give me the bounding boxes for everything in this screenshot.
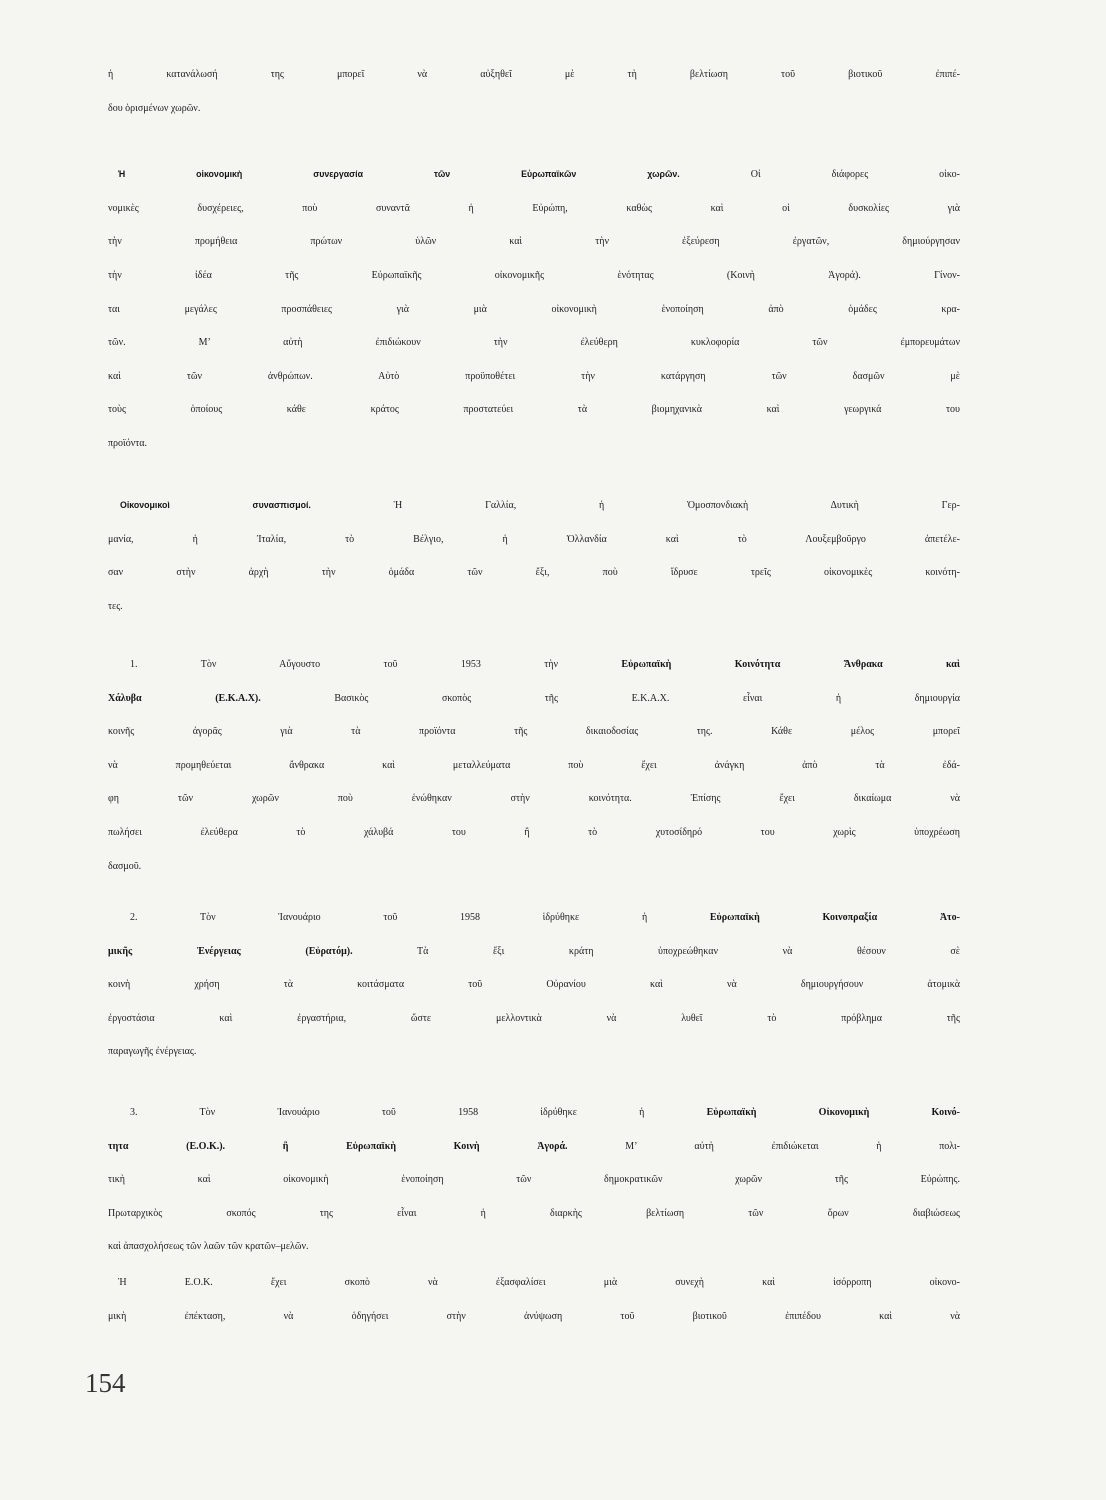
text-run: μικὴ ἐπέκταση, νὰ ὁδηγήσει στὴν ἀνύψωση τοῦ βιοτικοῦ ἐπιπέδου καὶ νὰ: [108, 1310, 960, 1322]
text-run: Μ’ αὐτὴ ἐπιδιώκεται ἡ πολι-: [567, 1140, 960, 1152]
text-line: [108, 58, 960, 92]
text-line: [108, 648, 960, 682]
bold-term: Εὐρωπαϊκὴ Κοινότητα Ἄνθρακα καὶ: [621, 659, 960, 671]
bold-term: Εὐρωπαϊκὴ Κοινοπραξία Ἀτο-: [709, 912, 961, 924]
text-run: νὰ προμηθεύεται ἄνθρακα καὶ μεταλλεύματα ποὺ ἔχει ἀνάγκη ἀπὸ τὰ ἐδά-: [108, 759, 960, 771]
text-line: [108, 1197, 960, 1231]
text-run: Πρωταρχικὸς σκοπός της εἶναι ἡ διαρκὴς βελτίωση τῶν ὅρων διαβιώσεως: [108, 1207, 960, 1219]
text-line: [108, 158, 960, 192]
text-line: [108, 1266, 960, 1300]
text-line: [108, 1002, 960, 1036]
text-run: δου ὁρισμένων χωρῶν.: [108, 102, 201, 114]
text-run: κοινῆς ἀγορᾶς γιὰ τὰ προϊόντα τῆς δικαιοδοσίας της. Κάθε μέλος μπορεῖ: [108, 726, 960, 738]
text-line: [108, 1300, 960, 1334]
text-line: [108, 1163, 960, 1197]
text-run: τὴν ἰδέα τῆς Εὐρωπαϊκῆς οἰκονομικῆς ἑνότητας (Κοινὴ Ἀγορά). Γίνον-: [108, 269, 960, 281]
paragraph: [108, 648, 960, 883]
text-line: [108, 1035, 960, 1069]
section-heading: Ἡ οἰκονομικὴ συνεργασία τῶν Εὐρωπαϊκῶν χωρῶν.: [118, 169, 680, 180]
paragraph: [108, 158, 960, 460]
text-run: μανία, ἡ Ἰταλία, τὸ Βέλγιο, ἡ Ὀλλανδία καὶ τὸ Λουξεμβοῦργο ἀπετέλε-: [108, 533, 960, 545]
text-line: [108, 816, 960, 850]
text-run: Ἡ Ε.Ο.Κ. ἔχει σκοπὸ νὰ ἐξασφαλίσει μιὰ συνεχὴ καὶ ἰσόρροπη οἰκονο-: [118, 1276, 960, 1288]
bold-term: τητα (Ε.Ο.Κ.). ἢ Εὐρωπαϊκὴ Κοινὴ Ἀγορά.: [108, 1140, 568, 1152]
text-line: [108, 850, 960, 884]
text-run: Τὰ ἔξι κράτη ὑποχρεώθηκαν νὰ θέσουν σὲ: [352, 945, 960, 957]
text-line: [108, 360, 960, 394]
text-run: 1. Τὸν Αὔγουστο τοῦ 1953 τὴν: [130, 659, 622, 671]
text-line: [108, 935, 960, 969]
text-run: καὶ ἀπασχολήσεως τῶν λαῶν τῶν κρατῶν–μελῶν.: [108, 1241, 309, 1253]
bold-term: μικῆς Ἐνέργειας (Εὐρατόμ).: [108, 945, 353, 957]
text-line: [108, 590, 960, 624]
text-run: τικὴ καὶ οἰκονομικὴ ἑνοποίηση τῶν δημοκρατικῶν χωρῶν τῆς Εὐρώπης.: [108, 1174, 960, 1186]
text-line: [108, 259, 960, 293]
text-run: κοινὴ χρήση τὰ κοιτάσματα τοῦ Οὐρανίου καὶ νὰ δημιουργήσουν ἀτομικὰ: [108, 979, 960, 991]
text-line: [108, 556, 960, 590]
bold-term: Εὐρωπαϊκὴ Οἰκονομικὴ Κοινό-: [706, 1107, 960, 1119]
paragraph: [108, 901, 960, 1069]
text-line: [108, 682, 960, 716]
text-run: ται μεγάλες προσπάθειες γιὰ μιὰ οἰκονομικὴ ἑνοποίηση ἀπὸ ὁμάδες κρα-: [108, 303, 960, 315]
text-line: [108, 749, 960, 783]
text-line: [108, 1230, 960, 1264]
body-text: [108, 58, 960, 1333]
text-line: [108, 1096, 960, 1130]
text-line: [108, 968, 960, 1002]
text-run: 2. Τὸν Ἰανουάριο τοῦ 1958 ἱδρύθηκε ἡ: [130, 912, 710, 924]
paragraph: [108, 489, 960, 623]
text-run: παραγωγῆς ἐνέργειας.: [108, 1046, 197, 1058]
text-line: [108, 192, 960, 226]
text-run: νομικὲς δυσχέρειες, ποὺ συναντᾶ ἡ Εὐρώπη, καθὼς καὶ οἱ δυσκολίες γιὰ: [108, 202, 960, 214]
text-line: [108, 326, 960, 360]
paragraph: [108, 1096, 960, 1264]
text-run: Οἱ διάφορες οἰκο-: [679, 169, 960, 181]
text-run: προϊόντα.: [108, 437, 148, 449]
text-run: τες.: [108, 600, 123, 612]
text-run: 3. Τὸν Ἰανουάριο τοῦ 1958 ἱδρύθηκε ἡ: [130, 1107, 707, 1119]
text-run: ἡ κατανάλωσή της μπορεῖ νὰ αὐξηθεῖ μὲ τὴ βελτίωση τοῦ βιοτικοῦ ἐπιπέ-: [108, 69, 960, 80]
paragraph: [108, 1266, 960, 1333]
text-line: [108, 1130, 960, 1164]
text-run: τῶν. Μ’ αὐτὴ ἐπιδιώκουν τὴν ἐλεύθερη κυκλοφορία τῶν ἐμπορευμάτων: [108, 337, 960, 349]
text-line: [108, 427, 960, 461]
text-run: σαν στὴν ἀρχὴ τὴν ὁμάδα τῶν ἔξι, ποὺ ἵδρυσε τρεῖς οἰκονομικὲς κοινότη-: [108, 567, 960, 579]
text-line: [108, 393, 960, 427]
text-line: [108, 92, 960, 126]
text-run: τοὺς ὁποίους κάθε κράτος προστατεύει τὰ βιομηχανικὰ καὶ γεωργικά του: [108, 404, 960, 416]
text-line: [108, 715, 960, 749]
text-line: [108, 293, 960, 327]
text-run: ἐργοστάσια καὶ ἐργαστήρια, ὥστε μελλοντικὰ νὰ λυθεῖ τὸ πρόβλημα τῆς: [108, 1012, 960, 1024]
bold-term: Χάλυβα (Ε.Κ.Α.Χ).: [108, 692, 261, 704]
text-line: [108, 489, 960, 523]
text-line: [108, 782, 960, 816]
text-run: καὶ τῶν ἀνθρώπων. Αὐτὸ προϋποθέτει τὴν κατάργηση τῶν δασμῶν μὲ: [108, 370, 960, 382]
text-run: δασμοῦ.: [108, 860, 142, 872]
text-line: [108, 901, 960, 935]
text-run: πωλήσει ἐλεύθερα τὸ χάλυβά του ἢ τὸ χυτοσίδηρό του χωρὶς ὑποχρέωση: [108, 827, 960, 839]
section-heading: Οἰκονομικοὶ συνασπισμοί.: [120, 500, 311, 511]
text-run: φη τῶν χωρῶν ποὺ ἑνώθηκαν στὴν κοινότητα. Ἐπίσης ἔχει δικαίωμα νὰ: [108, 793, 960, 805]
text-line: [108, 523, 960, 557]
text-line: [108, 225, 960, 259]
text-run: Ἡ Γαλλία, ἡ Ὁμοσπονδιακὴ Δυτικὴ Γερ-: [310, 500, 960, 512]
paragraph: [108, 58, 960, 125]
page-number: 154: [85, 1368, 126, 1398]
text-run: Βασικὸς σκοπὸς τῆς Ε.Κ.Α.Χ. εἶναι ἡ δημιουργία: [260, 692, 960, 704]
text-run: τὴν προμήθεια πρώτων ὑλῶν καὶ τὴν ἐξεύρεση ἐργατῶν, δημιούργησαν: [108, 236, 960, 248]
